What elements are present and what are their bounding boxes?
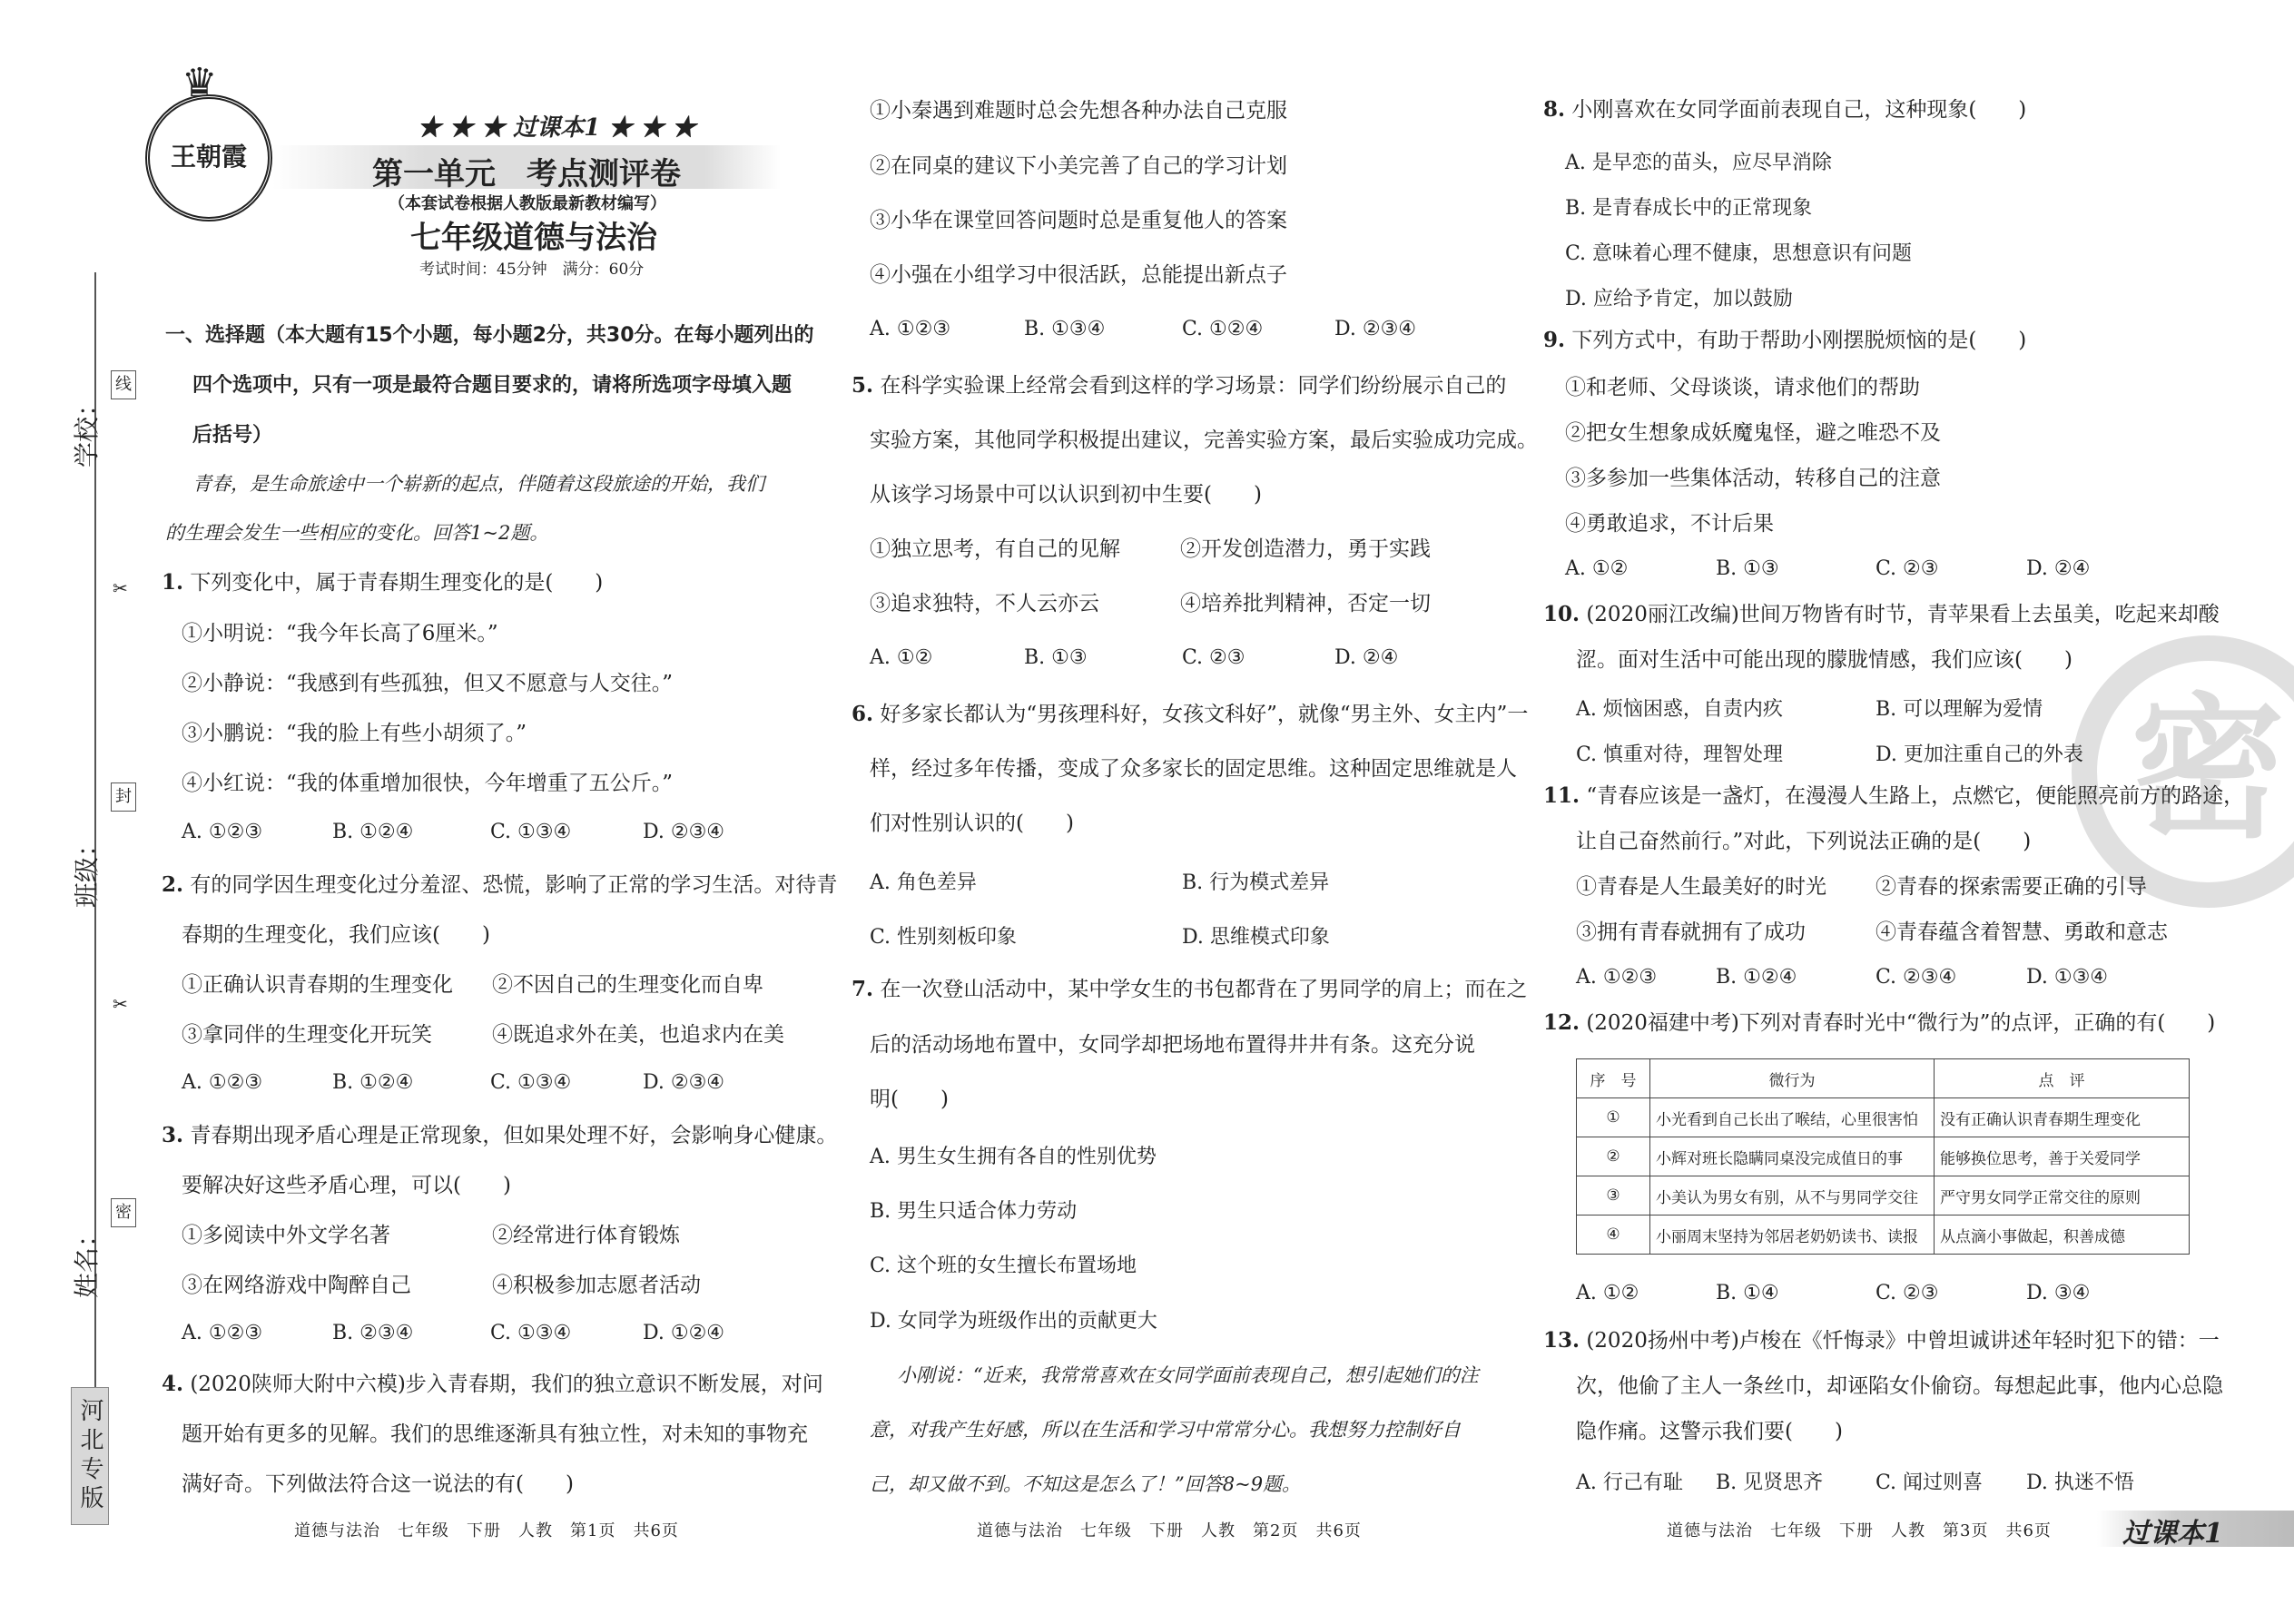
q13-option-d[interactable]: D. 执迷不悟 [2026,1471,2134,1494]
q5-option-d[interactable]: D. ②④ [1334,646,1399,669]
q12-option-d[interactable]: D. ③④ [2026,1282,2091,1304]
q11-option-b[interactable]: B. ①②④ [1716,966,1797,989]
q1-item-3: ③小鹏说：“我的脸上有些小胡须了。” [182,722,527,745]
q10-option-c[interactable]: C. 慎重对待，理智处理 [1576,743,1784,766]
q12-option-b[interactable]: B. ①④ [1716,1282,1779,1304]
q9-item-2: ②把女生想象成妖魔鬼怪，避之唯恐不及 [1565,421,1941,445]
question-stem: (2020福建中考)下列对青春时光中“微行为”的点评，正确的有( ) [1586,1011,2216,1035]
question-stem: 下列方式中，有助于帮助小刚摆脱烦恼的是( ) [1571,329,2027,352]
question-number: 6. [852,702,874,726]
q13-option-a[interactable]: A. 行己有耻 [1576,1471,1683,1494]
table-cell: 小光看到自己长出了喉结，心里很害怕 [1650,1098,1935,1137]
question-number: 7. [852,977,874,1001]
q13-stem-2: 次，他偷了主人一条丝巾，却诬陷女仆偷窃。每想起此事，他内心总隐 [1576,1374,2223,1398]
question-1 [162,569,603,596]
table-row [1577,1137,2190,1176]
q2-option-a[interactable]: A. ①②③ [182,1071,263,1094]
stamp-text: 密 [2130,680,2285,860]
footer-page-1: 道德与法治 七年级 下册 人教 第1页 共6页 [294,1521,679,1540]
q7-option-b[interactable]: B. 男生只适合体力劳动 [870,1200,1078,1223]
q8-option-b[interactable]: B. 是青春成长中的正常现象 [1565,197,1813,220]
cut-mark-icon: ✂ [113,577,128,599]
question-stem: 在一次登山活动中，某中学女生的书包都背在了男同学的肩上；而在之 [880,978,1528,1001]
q11-item-4: ④青春蕴含着智慧、勇敢和意志 [1876,920,2168,944]
q3-option-a[interactable]: A. ①②③ [182,1322,263,1344]
q9-option-b[interactable]: B. ①③ [1716,557,1779,580]
q5-stem-3: 从该学习场景中可以认识到初中生要( ) [870,483,1262,507]
question-3 [162,1122,837,1149]
q1-option-a[interactable]: A. ①②③ [182,821,263,843]
footer-page-2: 道德与法治 七年级 下册 人教 第2页 共6页 [977,1521,1362,1540]
edition-badge [71,1387,109,1525]
question-number: 10. [1543,602,1580,626]
subject-title: 七年级道德与法治 [410,220,657,256]
col-header: 序 号 [1577,1059,1650,1098]
passage-line-3: 己，却又做不到。不知这是怎么了！”回答8~9题。 [870,1473,1302,1495]
table-cell: ④ [1577,1216,1650,1255]
q3-item-4: ④积极参加志愿者活动 [492,1274,701,1297]
series-title: 过课本1 [513,114,601,142]
question-12 [1543,1009,2215,1037]
table-cell: 能够换位思考，善于关爱同学 [1935,1137,2190,1176]
q4-item-2: ②在同桌的建议下小美完善了自己的学习计划 [870,154,1287,178]
section-heading-2: 四个选项中，只有一项是最符合题目要求的，请将所选项字母填入题 [192,374,793,397]
confidential-stamp [2072,635,2294,908]
q4-item-1: ①小秦遇到难题时总会先想各种办法自己克服 [870,99,1287,123]
q5-item-2: ②开发创造潜力，勇于实践 [1180,537,1431,561]
q5-item-1: ①独立思考，有自己的见解 [870,537,1120,561]
table-cell: 小辉对班长隐瞒同桌没完成值日的事 [1650,1137,1935,1176]
exam-info: 考试时间：45分钟 满分：60分 [419,261,645,279]
question-stem: (2020丽江改编)世间万物皆有时节，青苹果看上去虽美，吃起来却酸 [1586,603,2220,626]
q7-option-a[interactable]: A. 男生女生拥有各自的性别优势 [870,1146,1157,1168]
q3-item-3: ③在网络游戏中陶醉自己 [182,1274,411,1297]
question-10 [1543,601,2220,628]
q12-option-a[interactable]: A. ①② [1576,1282,1639,1304]
q3-item-2: ②经常进行体育锻炼 [492,1224,680,1247]
table-cell: ① [1577,1098,1650,1137]
class-field[interactable] [91,672,98,862]
q7-option-d[interactable]: D. 女同学为班级作出的贡献更大 [870,1310,1157,1333]
q6-option-b[interactable]: B. 行为模式差异 [1182,871,1330,894]
table-row [1577,1098,2190,1137]
q9-item-4: ④勇敢追求，不计后果 [1565,512,1774,536]
q6-option-a[interactable]: A. 角色差异 [870,871,977,894]
q4-stem-2: 题开始有更多的见解。我们的思维逐渐具有独立性，对未知的事物充 [182,1422,808,1446]
q3-option-b[interactable]: B. ②③④ [332,1322,414,1344]
q12-option-c[interactable]: C. ②③ [1876,1282,1939,1304]
q13-stem-3: 隐作痛。这警示我们要( ) [1576,1420,1843,1443]
question-number: 12. [1543,1010,1580,1035]
table-cell: 小美认为男女有别，从不与男同学交往 [1650,1176,1935,1216]
question-stem: 下列变化中，属于青春期生理变化的是( ) [190,571,604,595]
col-header: 微行为 [1650,1059,1935,1098]
q1-option-b[interactable]: B. ①②④ [332,821,414,843]
question-9 [1543,327,2026,354]
q5-item-4: ④培养批判精神，否定一切 [1180,592,1431,615]
q11-item-1: ①青春是人生最美好的时光 [1576,875,1826,899]
name-label: 姓名： [72,1221,102,1298]
table-header-row [1577,1059,2190,1098]
table-cell: 严守男女同学正常交往的原则 [1935,1176,2190,1216]
table-row [1577,1176,2190,1216]
q10-option-b[interactable]: B. 可以理解为爱情 [1876,698,2043,721]
q1-item-4: ④小红说：“我的体重增加很快，今年增重了五公斤。” [182,772,674,795]
question-stem: 青春期出现矛盾心理是正常现象，但如果处理不好，会影响身心健康。 [190,1124,838,1147]
q9-option-c[interactable]: C. ②③ [1876,557,1939,580]
edition-text: 河北专版 [76,1398,103,1514]
question-number: 11. [1543,783,1580,808]
q9-option-d[interactable]: D. ②④ [2026,557,2091,580]
section-heading-1: 一、选择题（本大题有15个小题，每小题2分，共30分。在每小题列出的 [165,324,814,347]
line-mark-mi: 密 [111,1198,136,1227]
q6-option-c[interactable]: C. 性别刻板印象 [870,926,1018,949]
q4-option-c[interactable]: C. ①②④ [1182,318,1264,340]
question-number: 9. [1543,328,1566,352]
q1-option-d[interactable]: D. ②③④ [643,821,725,843]
q9-item-1: ①和老师、父母谈谈，请求他们的帮助 [1565,376,1920,399]
intro-line-1: 青春，是生命旅途中一个崭新的起点，伴随着这段旅途的开始，我们 [192,473,764,495]
passage-line-2: 意，对我产生好感，所以在生活和学习中常常分心。我想努力控制好自 [870,1419,1461,1441]
question-number: 8. [1543,97,1566,122]
question-number: 13. [1543,1328,1580,1353]
q13-option-c[interactable]: C. 闻过则喜 [1876,1471,1984,1494]
q8-option-d[interactable]: D. 应给予肯定，加以鼓励 [1565,288,1793,310]
footer-page-3: 道德与法治 七年级 下册 人教 第3页 共6页 [1667,1521,2052,1540]
q7-option-c[interactable]: C. 这个班的女生擅长布置场地 [870,1255,1137,1277]
question-stem: (2020陕师大附中六模)步入青春期，我们的独立意识不断发展，对问 [190,1373,823,1396]
cut-mark-icon: ✂ [113,993,128,1015]
series-badge [418,109,695,143]
question-number: 4. [162,1372,184,1396]
footer-brand: 过课本1 [2122,1518,2223,1550]
q10-option-d[interactable]: D. 更加注重自己的外表 [1876,743,2083,766]
q7-stem-3: 明( ) [870,1088,949,1111]
q11-option-a[interactable]: A. ①②③ [1576,966,1658,989]
question-number: 5. [852,373,874,398]
school-field[interactable] [91,263,98,445]
binding-strip [0,0,154,1624]
question-stem: 好多家长都认为“男孩理科好，女孩文科好”，就像“男主外、女主内”一 [880,703,1529,726]
q5-option-a[interactable]: A. ①② [870,646,933,669]
q5-option-b[interactable]: B. ①③ [1024,646,1088,669]
q7-stem-2: 后的活动场地布置中，女同学却把场地布置得井井有条。这充分说 [870,1033,1475,1057]
question-7 [852,976,1527,1003]
crown-icon: ♛ [182,60,218,106]
q6-stem-3: 们对性别认识的( ) [870,812,1074,835]
page-title: 第一单元 考点测评卷 [372,156,681,192]
question-13 [1543,1327,2220,1354]
q11-option-d[interactable]: D. ①③④ [2026,966,2109,989]
q9-option-a[interactable]: A. ①② [1565,557,1629,580]
q2-item-4: ④既追求外在美，也追求内在美 [492,1023,784,1047]
q2-option-c[interactable]: C. ①③④ [490,1071,572,1094]
star-icon: ★ ★ ★ [418,114,514,142]
logo [145,94,272,221]
q2-item-2: ②不因自己的生理变化而自卑 [492,973,763,997]
behavior-table [1576,1058,2190,1255]
q4-stem-3: 满好奇。下列做法符合这一说法的有( ) [182,1472,574,1496]
name-field[interactable] [91,1071,98,1262]
question-stem: 小刚喜欢在女同学面前表现自己，这种现象( ) [1571,98,2027,122]
q4-item-4: ④小强在小组学习中很活跃，总能提出新点子 [870,263,1287,287]
q4-option-d[interactable]: D. ②③④ [1334,318,1417,340]
q2-item-3: ③拿同伴的生理变化开玩笑 [182,1023,432,1047]
table-cell: ② [1577,1137,1650,1176]
passage-line-1: 小刚说：“近来，我常常喜欢在女同学面前表现自己，想引起她们的注 [897,1364,1479,1386]
question-2 [162,871,837,899]
q3-option-c[interactable]: C. ①③④ [490,1322,572,1344]
q2-option-d[interactable]: D. ②③④ [643,1071,725,1094]
q11-option-c[interactable]: C. ②③④ [1876,966,1957,989]
q10-stem-2: 涩。面对生活中可能出现的朦胧情感，我们应该( ) [1576,648,2072,672]
table-cell: 没有正确认识青春期生理变化 [1935,1098,2190,1137]
q5-item-3: ③追求独特，不人云亦云 [870,592,1099,615]
q1-option-c[interactable]: C. ①③④ [490,821,572,843]
q2-item-1: ①正确认识青春期的生理变化 [182,973,453,997]
question-stem: 在科学实验课上经常会看到这样的学习场景：同学们纷纷展示自己的 [880,374,1507,398]
star-icon: ★ ★ ★ [600,114,696,142]
edition-note: （本套试卷根据人教版最新教材编写） [389,194,666,213]
question-5 [852,372,1506,399]
col-header: 点 评 [1935,1059,2190,1098]
q8-option-a[interactable]: A. 是早恋的苗头，应尽早消除 [1565,152,1832,174]
table-cell: 从点滴小事做起，积善成德 [1935,1216,2190,1255]
q1-item-2: ②小静说：“我感到有些孤独，但又不愿意与人交往。” [182,672,674,695]
question-stem: (2020扬州中考)卢梭在《忏悔录》中曾坦诚讲述年轻时犯下的错：一 [1586,1329,2220,1353]
q5-stem-2: 实验方案，其他同学积极提出建议，完善实验方案，最后实验成功完成。 [870,428,1538,452]
q13-option-b[interactable]: B. 见贤思齐 [1716,1471,1824,1494]
q3-item-1: ①多阅读中外文学名著 [182,1224,390,1247]
school-label: 学校： [72,390,102,468]
q11-stem-2: 让自己奋然前行。”对此，下列说法正确的是( ) [1576,830,2032,853]
q2-option-b[interactable]: B. ①②④ [332,1071,414,1094]
q11-item-3: ③拥有青春就拥有了成功 [1576,920,1806,944]
question-number: 3. [162,1123,184,1147]
question-stem: “青春应该是一盏灯，在漫漫人生路上，点燃它，便能照亮前方的路途， [1586,784,2245,808]
q6-stem-2: 样，经过多年传播，变成了众多家长的固定思维。这种固定思维就是人 [870,757,1517,781]
table-row [1577,1216,2190,1255]
question-6 [852,701,1528,728]
q8-option-c[interactable]: C. 意味着心理不健康，思想意识有问题 [1565,242,1913,265]
q4-option-b[interactable]: B. ①③④ [1024,318,1106,340]
question-number: 2. [162,872,184,897]
question-stem: 有的同学因生理变化过分羞涩、恐慌，影响了正常的学习生活。对待青 [190,873,838,897]
class-label: 班级： [72,831,102,908]
table-cell: 小丽周末坚持为邻居老奶奶读书、读报 [1650,1216,1935,1255]
line-mark-xian: 线 [111,370,136,399]
question-4 [162,1371,823,1398]
q1-item-1: ①小明说：“我今年长高了6厘米。” [182,622,498,645]
q2-stem-2: 春期的生理变化，我们应该( ) [182,923,490,947]
question-8 [1543,96,2026,123]
q6-option-d[interactable]: D. 思维模式印象 [1182,926,1330,949]
q3-stem-2: 要解决好这些矛盾心理，可以( ) [182,1174,511,1197]
logo-text: 王朝霞 [170,142,247,172]
question-number: 1. [162,570,184,595]
q11-item-2: ②青春的探索需要正确的引导 [1876,875,2147,899]
q3-option-d[interactable]: D. ①②④ [643,1322,725,1344]
q10-option-a[interactable]: A. 烦恼困惑，自责内疚 [1576,698,1783,721]
intro-line-2: 的生理会发生一些相应的变化。回答1~2题。 [165,522,549,544]
question-11 [1543,782,2244,810]
table-cell: ③ [1577,1176,1650,1216]
q4-item-3: ③小华在课堂回答问题时总是重复他人的答案 [870,209,1287,232]
section-heading-3: 后括号） [192,424,273,447]
q5-option-c[interactable]: C. ②③ [1182,646,1245,669]
q4-option-a[interactable]: A. ①②③ [870,318,951,340]
line-mark-feng: 封 [111,782,136,812]
q9-item-3: ③多参加一些集体活动，转移自己的注意 [1565,467,1941,490]
